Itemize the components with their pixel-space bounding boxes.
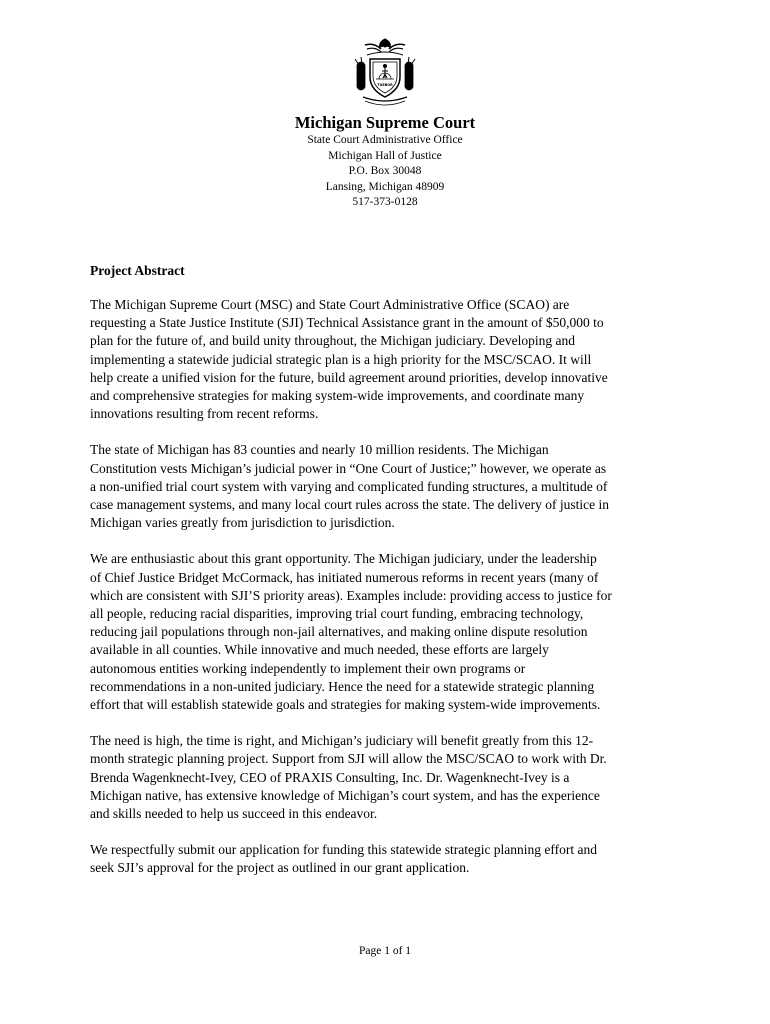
paragraph-need [90, 732, 690, 823]
text-line: recommendations in a non-united judiciary. Hence the need for a statewide strategic planning [90, 678, 595, 694]
paragraph-state-context [90, 441, 690, 532]
text-line: We are enthusiastic about this grant opportunity. The Michigan judiciary, under the leadership [90, 551, 597, 567]
text-line: seek SJI’s approval for the project as outlined in our grant application. [90, 860, 470, 876]
text-line: plan for the future of, and build unity throughout, the Michigan judiciary. Developing and [90, 333, 576, 349]
text-line: Brenda Wagenknecht-Ivey, CEO of PRAXIS Consulting, Inc. Dr. Wagenknecht-Ivey is a [90, 769, 570, 785]
text-line: reducing jail populations through non-jail alternatives, and making online dispute resolution [90, 624, 588, 640]
text-line: help create a unified vision for the future, build agreement around priorities, develop innovative [90, 369, 608, 385]
section-title: Project Abstract [90, 263, 185, 278]
text-line: month strategic planning project. Support from SJI will allow the MSC/SCAO to work with Dr. [90, 751, 607, 767]
text-line: case management systems, and many local court rules across the state. The delivery of justice in [90, 497, 609, 513]
text-line: implementing a statewide judicial strategic plan is a high priority for the MSC/SCAO. It will [90, 351, 592, 367]
office-name: State Court Administrative Office [307, 134, 463, 146]
text-line: autonomous entities working independently to implement their own programs or [90, 660, 526, 676]
text-line: Michigan varies greatly from jurisdiction to jurisdiction. [90, 515, 395, 531]
michigan-state-seal-icon [351, 35, 419, 107]
text-line: Constitution vests Michigan’s judicial power in “One Court of Justice;” however, we operate as [90, 460, 607, 476]
text-line: The Michigan Supreme Court (MSC) and State Court Administrative Office (SCAO) are [90, 297, 570, 312]
text-line: which are consistent with SJI’S priority areas). Examples include: providing access to justice for [90, 587, 612, 603]
paragraph-reforms [90, 550, 690, 714]
organization-name: Michigan Supreme Court [294, 113, 476, 132]
text-line: We respectfully submit our application for funding this statewide strategic planning effort and [90, 842, 598, 858]
text-line: Michigan native, has extensive knowledge of Michigan’s court system, and has the experience [90, 787, 600, 803]
svg-text:TUEBOR: TUEBOR [377, 83, 393, 87]
text-line: requesting a State Justice Institute (SJI) Technical Assistance grant in the amount of $50,000 to [90, 315, 604, 331]
text-line: all people, reducing racial disparities, improving trial court funding, embracing technology, [90, 606, 584, 622]
letterhead [0, 113, 770, 211]
paragraph-submission [90, 841, 690, 877]
text-line: The state of Michigan has 83 counties and nearly 10 million residents. The Michigan [90, 442, 549, 458]
city-state-zip: Lansing, Michigan 48909 [325, 180, 445, 193]
po-box: P.O. Box 30048 [348, 165, 422, 177]
text-line: The need is high, the time is right, and Michigan’s judiciary will benefit greatly from this 12- [90, 733, 594, 749]
text-line: a non-unified trial court system with varying and complicated funding structures, a multitude of [90, 478, 608, 494]
text-line: and skills needed to help us succeed in this endeavor. [90, 806, 378, 822]
page-number: Page 1 of 1 [358, 945, 412, 957]
abstract-section [90, 262, 690, 896]
text-line: available in all counties. While innovative and much needed, these efforts are largely [90, 642, 549, 658]
building-name: Michigan Hall of Justice [328, 149, 442, 162]
phone-number: 517-373-0128 [352, 196, 418, 208]
text-line: of Chief Justice Bridget McCormack, has initiated numerous reforms in recent years (many of [90, 569, 599, 585]
text-line: effort that will establish statewide goals and strategies for making system-wide improvements. [90, 697, 601, 713]
text-line: innovations resulting from recent reforms. [90, 406, 319, 422]
text-line: and comprehensive strategies for making system-wide improvements, and coordinate many [90, 388, 585, 404]
paragraph-request [90, 296, 690, 423]
